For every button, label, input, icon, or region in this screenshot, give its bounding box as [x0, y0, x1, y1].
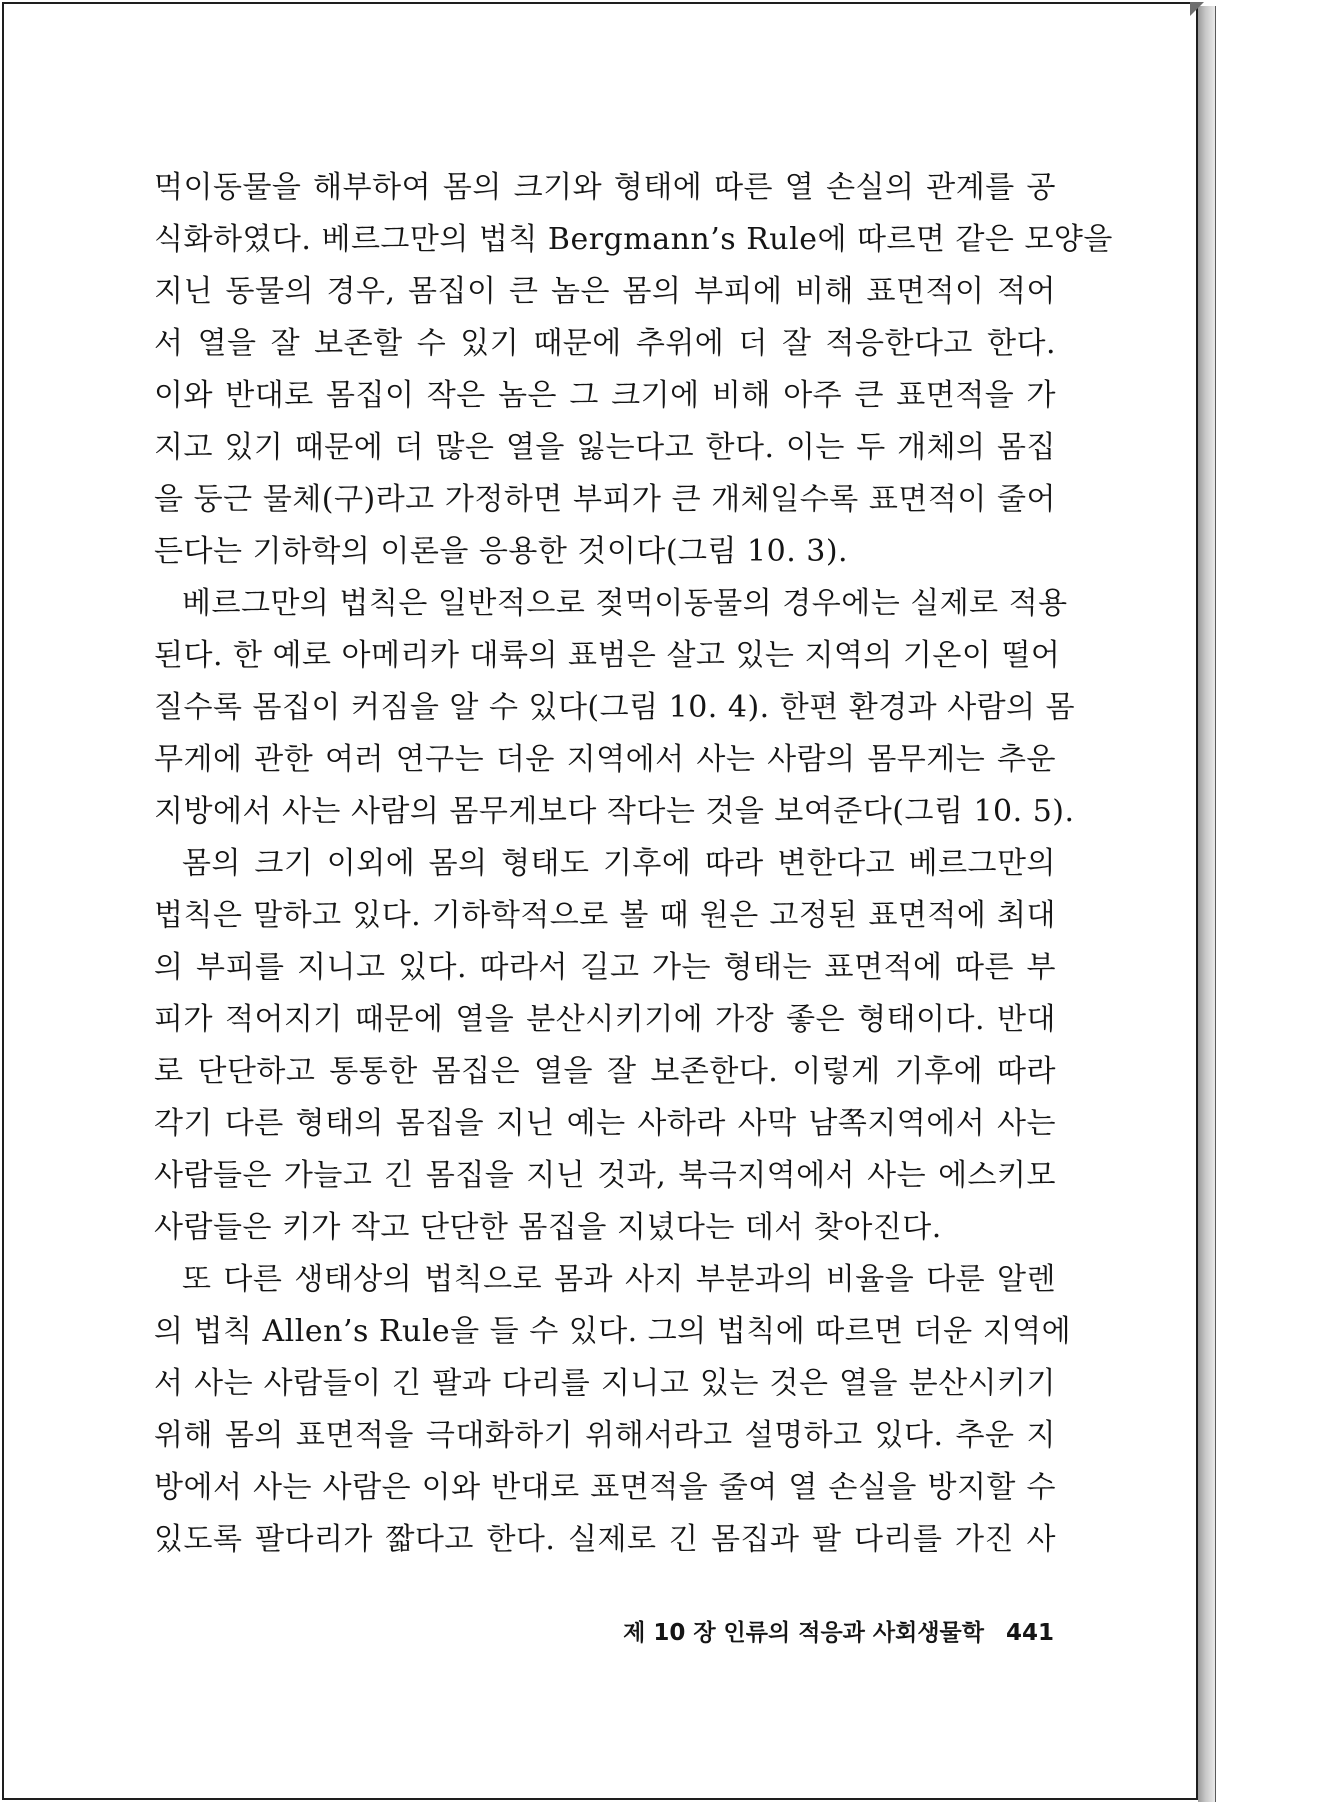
- text-line: 피가 적어지기 때문에 열을 분산시키기에 가장 좋은 형태이다. 반대: [154, 1002, 1056, 1037]
- text-line: 방에서 사는 사람은 이와 반대로 표면적을 줄여 열 손실을 방지할 수: [154, 1470, 1056, 1505]
- text-line: 로 단단하고 통통한 몸집은 열을 잘 보존한다. 이렇게 기후에 따라: [154, 1054, 1056, 1089]
- text-line: 질수록 몸집이 커짐을 알 수 있다(그림 10. 4). 한편 환경과 사람의 몸: [154, 690, 1076, 725]
- text-line: 을 둥근 물체(구)라고 가정하면 부피가 큰 개체일수록 표면적이 줄어: [154, 482, 1056, 517]
- text-line: 각기 다른 형태의 몸집을 지닌 예는 사하라 사막 남쪽지역에서 사는: [154, 1106, 1056, 1141]
- text-line: 의 부피를 지니고 있다. 따라서 길고 가는 형태는 표면적에 따른 부: [154, 950, 1056, 985]
- page-corner-shadow: [1190, 2, 1204, 16]
- text-line: 든다는 기하학의 이론을 응용한 것이다(그림 10. 3).: [154, 534, 849, 569]
- text-line: 법칙은 말하고 있다. 기하학적으로 볼 때 원은 고정된 표면적에 최대: [154, 898, 1056, 933]
- body-text: [154, 162, 1113, 1566]
- book-page: [2, 2, 1198, 1800]
- running-header-chapter: 제 10 장 인류의 적응과 사회생물학: [623, 1620, 984, 1646]
- text-line: 서 사는 사람들이 긴 팔과 다리를 지니고 있는 것은 열을 분산시키기: [154, 1366, 1056, 1401]
- text-line: 사람들은 키가 작고 단단한 몸집을 지녔다는 데서 찾아진다.: [154, 1210, 942, 1245]
- text-line: 또 다른 생태상의 법칙으로 몸과 사지 부분과의 비율을 다룬 알렌: [182, 1262, 1056, 1297]
- text-line: 지닌 동물의 경우, 몸집이 큰 놈은 몸의 부피에 비해 표면적이 적어: [154, 274, 1056, 309]
- text-line: 의 법칙 Allen’s Rule을 들 수 있다. 그의 법칙에 따르면 더운 지역에: [154, 1314, 1072, 1349]
- text-line: 된다. 한 예로 아메리카 대륙의 표범은 살고 있는 지역의 기온이 떨어: [154, 638, 1061, 673]
- text-line: 사람들은 가늘고 긴 몸집을 지닌 것과, 북극지역에서 사는 에스키모: [154, 1158, 1056, 1193]
- text-line: 식화하였다. 베르그만의 법칙 Bergmann’s Rule에 따르면 같은 모양을: [154, 222, 1113, 257]
- text-line: 서 열을 잘 보존할 수 있기 때문에 추위에 더 잘 적응한다고 한다.: [154, 326, 1056, 361]
- text-line: 베르그만의 법칙은 일반적으로 젖먹이동물의 경우에는 실제로 적용: [182, 586, 1068, 621]
- page-footer: [154, 1614, 1054, 1654]
- page-number: 441: [1005, 1620, 1054, 1646]
- text-line: 몸의 크기 이외에 몸의 형태도 기후에 따라 변한다고 베르그만의: [182, 846, 1056, 881]
- text-line: 지고 있기 때문에 더 많은 열을 잃는다고 한다. 이는 두 개체의 몸집: [154, 430, 1056, 465]
- text-line: 있도록 팔다리가 짧다고 한다. 실제로 긴 몸집과 팔 다리를 가진 사: [154, 1522, 1056, 1557]
- text-line: 먹이동물을 해부하여 몸의 크기와 형태에 따른 열 손실의 관계를 공: [154, 170, 1056, 205]
- page-edge-shadow: [1198, 6, 1216, 1802]
- text-line: 무게에 관한 여러 연구는 더운 지역에서 사는 사람의 몸무게는 추운: [154, 742, 1056, 777]
- text-line: 위해 몸의 표면적을 극대화하기 위해서라고 설명하고 있다. 추운 지: [154, 1418, 1056, 1453]
- text-line: 이와 반대로 몸집이 작은 놈은 그 크기에 비해 아주 큰 표면적을 가: [154, 378, 1056, 413]
- text-line: 지방에서 사는 사람의 몸무게보다 작다는 것을 보여준다(그림 10. 5).: [154, 794, 1075, 829]
